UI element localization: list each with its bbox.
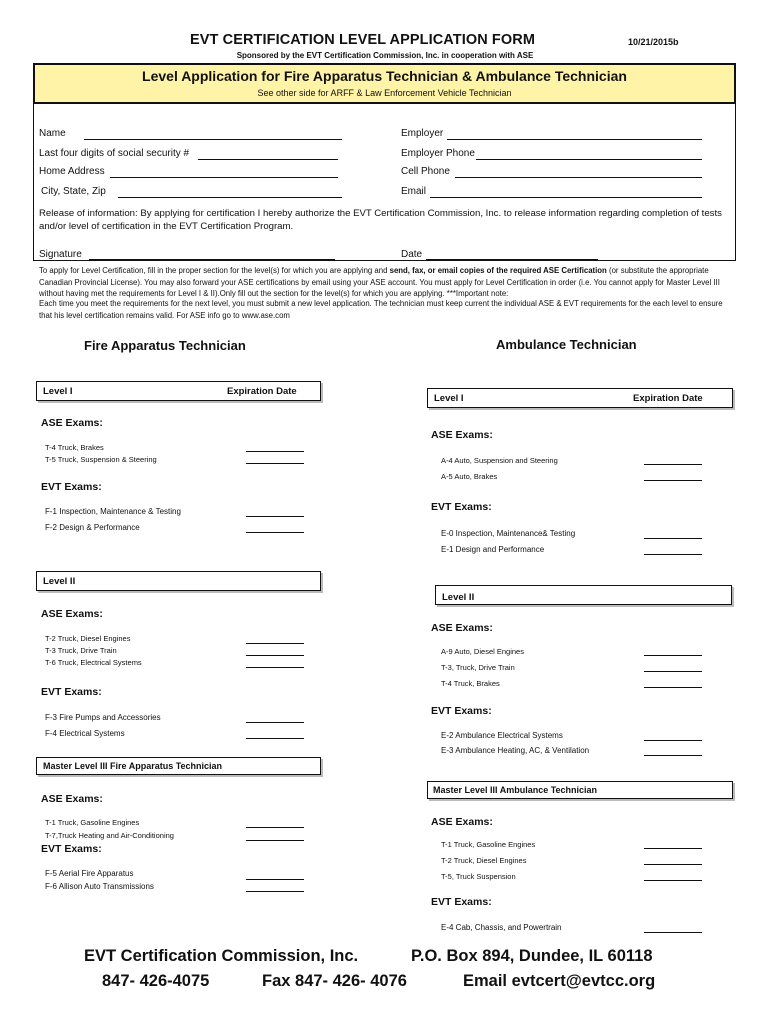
- amb-l2-evt-date[interactable]: [644, 755, 702, 756]
- fire-l2-evt-label: EVT Exams:: [41, 686, 102, 698]
- amb-level3-box: [427, 781, 733, 799]
- amb-l1-ase-item: A-4 Auto, Suspension and Steering: [441, 456, 558, 465]
- fire-l2-ase-item: T-2 Truck, Diesel Engines: [45, 634, 131, 643]
- amb-l3-evt-date[interactable]: [644, 932, 702, 933]
- name-label: Name: [39, 128, 66, 139]
- fire-l1-evt-date[interactable]: [246, 516, 304, 517]
- fire-level3-label: Master Level III Fire Apparatus Technician: [43, 761, 223, 771]
- banner-title: Level Application for Fire Apparatus Technician & Ambulance Technician: [142, 68, 627, 84]
- amb-l3-ase-date[interactable]: [644, 848, 702, 849]
- fire-l1-ase-item: T-4 Truck, Brakes: [45, 443, 104, 452]
- fire-l2-evt-item: F-3 Fire Pumps and Accessories: [45, 713, 161, 722]
- amb-l3-ase-item: T-1 Truck, Gasoline Engines: [441, 840, 536, 849]
- fire-l2-evt-date[interactable]: [246, 738, 304, 739]
- amb-l2-evt-item: E-2 Ambulance Electrical Systems: [441, 731, 563, 740]
- employer-phone-label: Employer Phone: [401, 148, 475, 159]
- fire-l3-ase-item: T-1 Truck, Gasoline Engines: [45, 818, 140, 827]
- sig-date-field[interactable]: [426, 259, 598, 260]
- amb-l3-ase-date[interactable]: [644, 880, 702, 881]
- amb-l2-ase-label: ASE Exams:: [431, 622, 493, 634]
- amb-l2-ase-item: A-9 Auto, Diesel Engines: [441, 647, 524, 656]
- amb-l1-evt-date[interactable]: [644, 554, 702, 555]
- footer-fax: Fax 847- 426- 4076: [262, 972, 407, 990]
- fire-l3-evt-date[interactable]: [246, 891, 304, 892]
- amb-l1-evt-item: E-0 Inspection, Maintenance& Testing: [441, 529, 576, 538]
- fire-l3-evt-item: F-5 Aerial Fire Apparatus: [45, 869, 134, 878]
- fire-level1-label: Level I: [43, 386, 73, 397]
- fire-l3-evt-item: F-6 Allison Auto Transmissions: [45, 882, 154, 891]
- instructions-para-2: Each time you meet the requirements for the next level, you must submit a new level application. The technician must keep current the individual ASE & EVT requirements for the each level to ensure that his level certification remains valid. For ASE info go to www.ase.com: [39, 299, 723, 320]
- email-label: Email: [401, 186, 427, 197]
- city-field[interactable]: [118, 197, 342, 198]
- city-label: City, State, Zip: [41, 186, 106, 197]
- home-address-field[interactable]: [110, 177, 338, 178]
- release-text: Release of information: By applying for certification I hereby authorize the EVT Certification Commission, Inc. to release information regarding completion of tests and/or level of certification in the EVT Certification Program.: [39, 208, 722, 232]
- amb-l3-evt-item: E-4 Cab, Chassis, and Powertrain: [441, 923, 562, 932]
- amb-level2-label: Level II: [442, 592, 475, 603]
- fire-level2-label: Level II: [43, 576, 76, 587]
- cell-phone-field[interactable]: [455, 177, 702, 178]
- home-address-label: Home Address: [39, 166, 105, 177]
- fire-l3-ase-label: ASE Exams:: [41, 793, 103, 805]
- amb-l2-evt-item: E-3 Ambulance Heating, AC, & Ventilation: [441, 746, 590, 755]
- signature-field[interactable]: [89, 259, 335, 260]
- amb-l3-ase-item: T-2 Truck, Diesel Engines: [441, 856, 527, 865]
- fire-l1-ase-label: ASE Exams:: [41, 417, 103, 429]
- fire-l2-ase-label: ASE Exams:: [41, 608, 103, 620]
- amb-level3-label: Master Level III Ambulance Technician: [433, 785, 598, 795]
- fire-l1-evt-date[interactable]: [246, 532, 304, 533]
- employer-label: Employer: [401, 128, 444, 139]
- fire-l2-ase-item: T-3 Truck, Drive Train: [45, 646, 117, 655]
- amb-l2-ase-item: T-4 Truck, Brakes: [441, 679, 500, 688]
- amb-l1-ase-item: A-5 Auto, Brakes: [441, 472, 498, 481]
- fire-l1-evt-label: EVT Exams:: [41, 481, 102, 493]
- amb-level1-label: Level I: [434, 393, 464, 404]
- fire-l2-ase-date[interactable]: [246, 643, 304, 644]
- fire-l1-ase-date[interactable]: [246, 463, 304, 464]
- amb-l2-evt-date[interactable]: [644, 740, 702, 741]
- amb-l2-ase-item: T-3, Truck, Drive Train: [441, 663, 515, 672]
- amb-level2-box: [435, 585, 732, 605]
- applicant-info-box: [33, 104, 736, 261]
- amb-l2-ase-date[interactable]: [644, 687, 702, 688]
- footer-email: Email evtcert@evtcc.org: [463, 972, 656, 990]
- fire-l2-evt-item: F-4 Electrical Systems: [45, 729, 125, 738]
- sig-date-label: Date: [401, 249, 423, 260]
- ambulance-heading: Ambulance Technician: [496, 337, 637, 352]
- fire-l3-evt-label: EVT Exams:: [41, 843, 102, 855]
- fire-l1-ase-date[interactable]: [246, 451, 304, 452]
- fire-level1-box: [36, 381, 321, 401]
- amb-l1-evt-date[interactable]: [644, 538, 702, 539]
- name-field[interactable]: [84, 139, 342, 140]
- fire-expiration-header: Expiration Date: [227, 386, 297, 397]
- amb-l3-ase-label: ASE Exams:: [431, 816, 493, 828]
- fire-l2-evt-date[interactable]: [246, 722, 304, 723]
- ssn-field[interactable]: [198, 159, 338, 160]
- fire-l3-ase-date[interactable]: [246, 827, 304, 828]
- amb-level1-box: [427, 388, 733, 408]
- amb-l2-evt-label: EVT Exams:: [431, 705, 492, 717]
- fire-l3-evt-date[interactable]: [246, 879, 304, 880]
- amb-l3-ase-item: T-5, Truck Suspension: [441, 872, 516, 881]
- footer-address: P.O. Box 894, Dundee, IL 60118: [411, 947, 653, 965]
- form-title: EVT CERTIFICATION LEVEL APPLICATION FORM: [190, 32, 536, 48]
- fire-l1-evt-item: F-2 Design & Performance: [45, 523, 140, 532]
- fire-l1-evt-item: F-1 Inspection, Maintenance & Testing: [45, 507, 181, 516]
- ssn-label: Last four digits of social security #: [39, 148, 190, 159]
- employer-field[interactable]: [447, 139, 702, 140]
- cell-phone-label: Cell Phone: [401, 166, 450, 177]
- instructions-para-1: To apply for Level Certification, fill in the proper section for the level(s) for which you are applying and send, fax, or email copies of the required ASE Certification (or substitute the appropriate Canadian Provincial License). You may also forward your ASE certifications by email using your ASE account. You must apply for Level Certification in order (i.e. You cannot apply for Master Level III without having met the requirements for Level I & II).Only fill out the section for the level(s) for which you are applying. ***Important note:: [39, 266, 720, 298]
- amb-l3-evt-label: EVT Exams:: [431, 896, 492, 908]
- amb-l1-ase-date[interactable]: [644, 464, 702, 465]
- amb-l1-evt-item: E-1 Design and Performance: [441, 545, 545, 554]
- email-field[interactable]: [430, 197, 702, 198]
- banner-subtitle: See other side for ARFF & Law Enforcement Vehicle Technician: [257, 88, 512, 98]
- amb-l1-evt-label: EVT Exams:: [431, 501, 492, 513]
- employer-phone-field[interactable]: [476, 159, 702, 160]
- fire-l2-ase-date[interactable]: [246, 667, 304, 668]
- fire-level3-box: [36, 757, 321, 775]
- fire-l2-ase-date[interactable]: [246, 655, 304, 656]
- form-date: 10/21/2015b: [628, 37, 679, 47]
- amb-l1-ase-label: ASE Exams:: [431, 429, 493, 441]
- amb-l2-ase-date[interactable]: [644, 671, 702, 672]
- amb-l2-ase-date[interactable]: [644, 655, 702, 656]
- amb-l3-ase-date[interactable]: [644, 864, 702, 865]
- fire-l2-ase-item: T-6 Truck, Electrical Systems: [45, 658, 142, 667]
- fire-l3-ase-item: T-7,Truck Heating and Air-Conditioning: [45, 831, 174, 840]
- sponsor-line: Sponsored by the EVT Certification Commission, Inc. in cooperation with ASE: [236, 51, 534, 60]
- fire-l3-ase-date[interactable]: [246, 840, 304, 841]
- fire-l1-ase-item: T-5 Truck, Suspension & Steering: [45, 455, 157, 464]
- amb-expiration-header: Expiration Date: [633, 393, 703, 404]
- fire-heading: Fire Apparatus Technician: [84, 338, 246, 353]
- footer-org: EVT Certification Commission, Inc.: [84, 947, 359, 965]
- amb-l1-ase-date[interactable]: [644, 480, 702, 481]
- footer-phone: 847- 426-4075: [102, 972, 210, 990]
- fire-level2-box: [36, 571, 321, 591]
- signature-label: Signature: [39, 249, 82, 260]
